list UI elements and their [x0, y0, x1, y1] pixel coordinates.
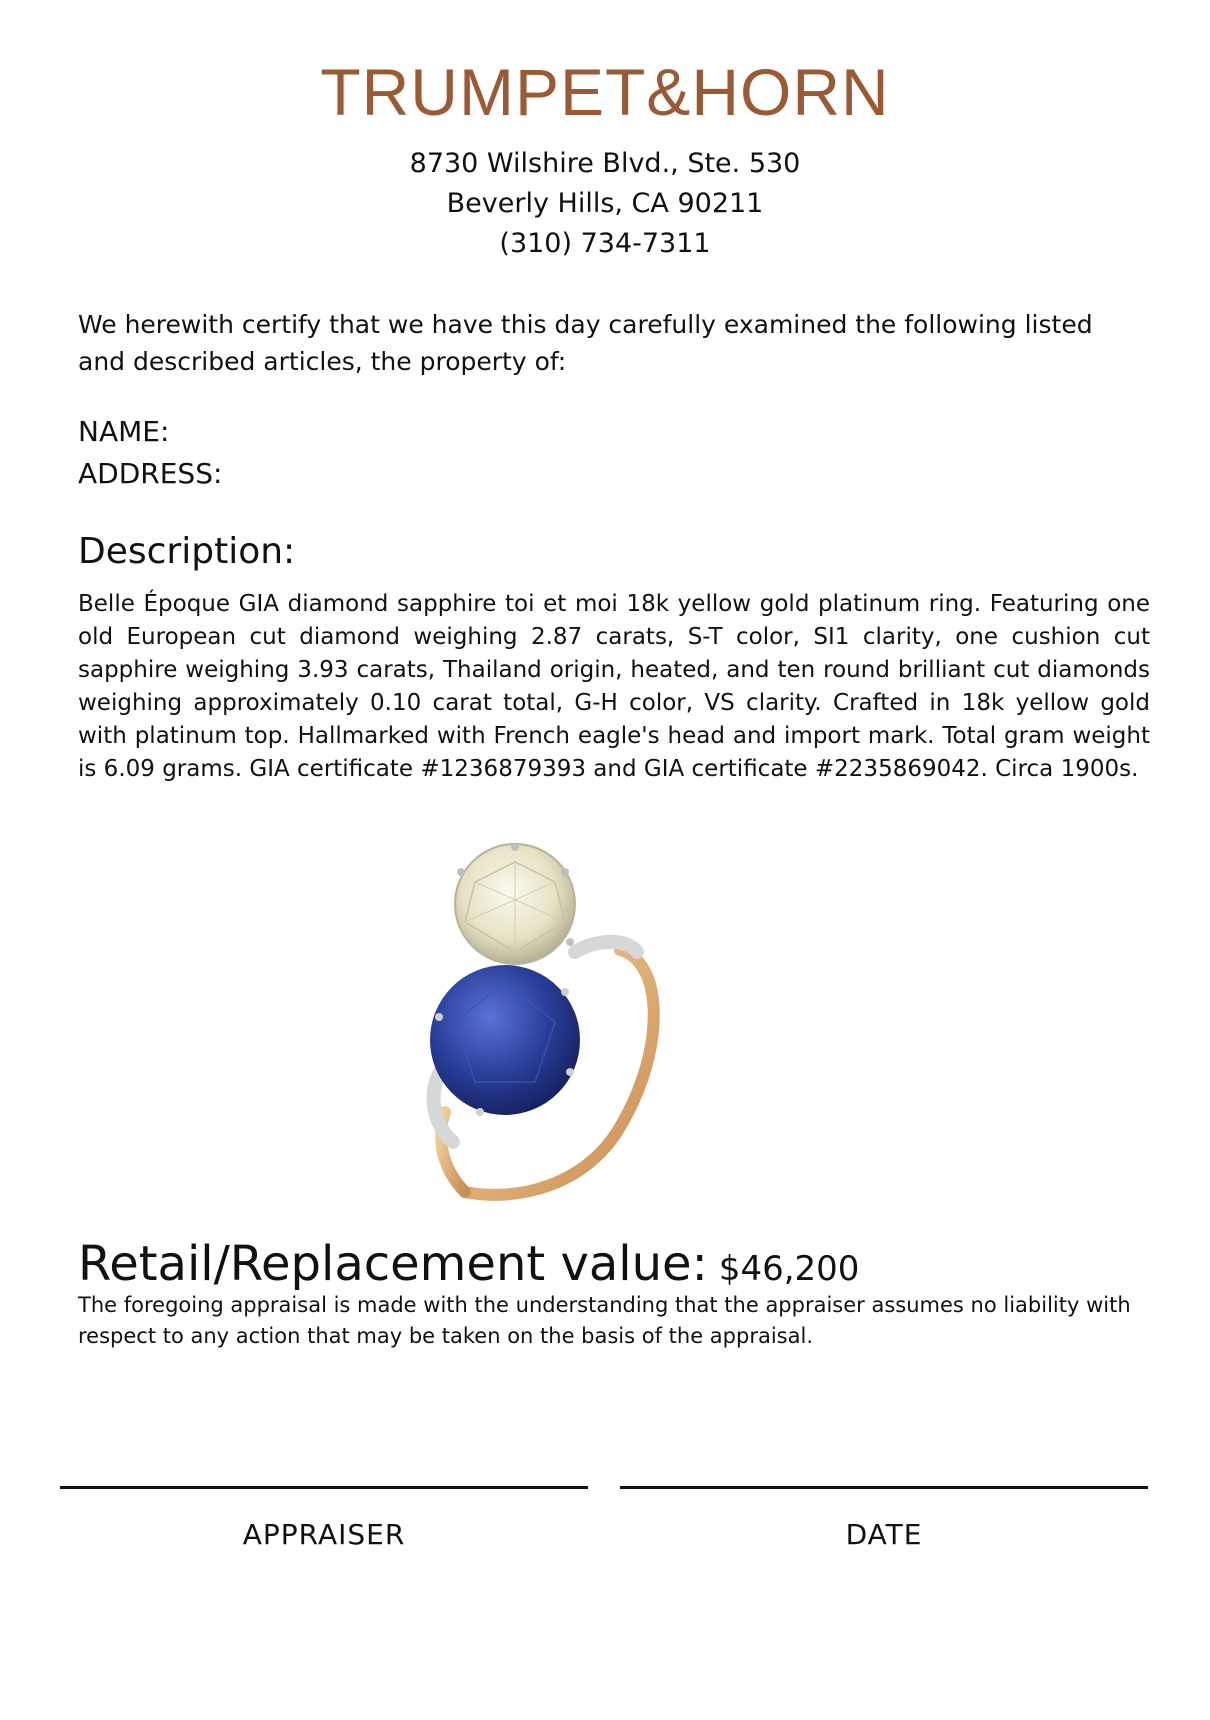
retail-value-amount: $46,200 — [718, 1249, 860, 1289]
address-line-1: 8730 Wilshire Blvd., Ste. 530 — [409, 148, 801, 179]
appraiser-label: APPRAISER — [242, 1518, 406, 1551]
name-label: NAME: — [78, 415, 170, 448]
retail-value-label: Retail/Replacement value: — [78, 1236, 708, 1292]
appraiser-signature-line — [60, 1486, 588, 1489]
brand-logo: TRUMPET&HORN — [320, 55, 890, 129]
description-text: Belle Époque GIA diamond sapphire toi et moi 18k yellow gold platinum ring. Featuring one old European cut diamond weighing 2.87 carats, S-T color, SI1 clarity, one cushion cut sapphire weighing 3.93 carats, Thailand origin, heated, and ten round brilliant cut diamonds weighing approximately 0.10 carat total, G-H color, VS clarity. Crafted in 18k yellow gold with platinum top. Hallmarked with French eagle's head and import mark. Total gram weight is 6.09 grams. GIA certificate #1236879393 and GIA certificate #2235869042. Circa 1900s. — [78, 591, 1150, 782]
date-label: DATE — [845, 1518, 923, 1551]
description-heading: Description: — [78, 531, 296, 572]
date-signature-line — [620, 1486, 1148, 1489]
address-label: ADDRESS: — [78, 457, 223, 490]
ring-photo — [415, 842, 695, 1214]
certification-intro: We herewith certify that we have this day carefully examined the following listed and described articles, the property of: — [78, 310, 1093, 376]
phone-number: (310) 734-7311 — [499, 228, 711, 259]
address-line-2: Beverly Hills, CA 90211 — [446, 188, 764, 219]
disclaimer-text: The foregoing appraisal is made with the understanding that the appraiser assumes no liability with respect to any action that may be taken on the basis of the appraisal. — [78, 1293, 1131, 1348]
